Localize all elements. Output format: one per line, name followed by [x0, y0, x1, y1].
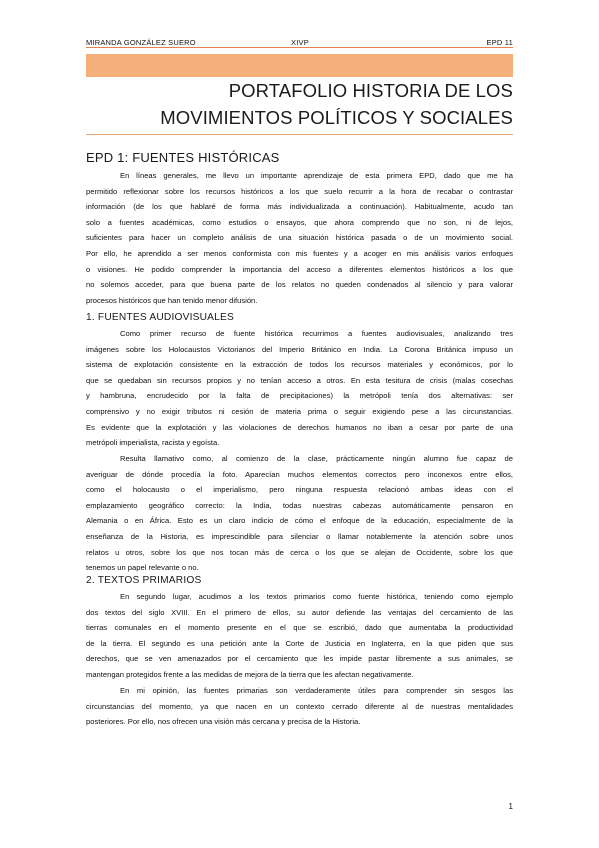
text-line: En segundo lugar, acudimos a los textos primarios como fuente histórica, teniendo como ejemplo — [120, 592, 513, 601]
text-line: permitido reflexionar sobre los recursos históricos a los que suelo recurrir a la hora de recabar o contrastar — [86, 186, 513, 196]
title-line-1: PORTAFOLIO HISTORIA DE LOS — [228, 80, 513, 101]
title-underline — [86, 134, 513, 135]
text-line: posteriores. Por ello, nos ofrecen una visión más cercana y precisa de la Historia. — [86, 717, 361, 727]
text-line: emplazamiento geográfico correcto: la India, todas nuestras cabezas automáticamente pensaron en — [86, 500, 513, 510]
heading-fuentes-audiovisuales: 1. FUENTES AUDIOVISUALES — [86, 312, 235, 323]
text-line: Alemania o en África. Esto es un claro indicio de cómo el enfoque de la educación, especialmente de la — [86, 516, 513, 526]
text-line: circunstancias del momento, ya que nacen en un contexto cerrado diferente al de nuestras mentalidades — [86, 701, 513, 711]
text-line: Es evidente que la explotación y las violaciones de derechos humanos no iban a cesar por parte de una — [86, 422, 513, 432]
text-line: que se quedaban sin recursos propios y no tenían acceso a otros. En esta tesitura de crisis (malas cosechas — [86, 375, 513, 385]
text-line: y hambruna, encrudecido por la falta de precipitaciones) la metrópoli tenía dos alternativas: ser — [86, 391, 513, 401]
text-line: procesos históricos que han tenido menor difusión. — [86, 295, 258, 305]
heading-textos-primarios: 2. TEXTOS PRIMARIOS — [86, 575, 202, 586]
text-line: relatos u otros, sobre los que nos tocan más de cerca o los que se alejan de Occidente, sobre los que — [86, 547, 513, 557]
document-title — [113, 77, 513, 131]
heading-epd1: EPD 1: FUENTES HISTÓRICAS — [86, 150, 280, 165]
audiovisual-paragraph-2 — [86, 451, 513, 576]
page-header — [86, 38, 513, 52]
text-line: derechos, que se ven amenazados por el cercamiento que les impide pastar libremente a sus animales, se — [86, 654, 513, 664]
header-group: XIVP — [291, 38, 309, 47]
text-line: información (de los que hablaré de forma más individualizada a continuación). Habitualmente, acudo tan — [86, 202, 513, 212]
text-line: Como primer recurso de fuente histórica recurrimos a fuentes audiovisuales, analizando tres — [120, 329, 513, 338]
text-line: En líneas generales, me llevo un importante aprendizaje de esta primera EPD, dado que me ha — [120, 171, 513, 180]
text-line: tierras comunales en el momento presente en el que se escribió, dado que aumentaba la productividad — [86, 623, 513, 633]
text-line: de la tierra. El segundo es una petición ante la Corte de Justicia en Inglaterra, en la que piden que sus — [86, 638, 513, 648]
title-color-band — [86, 54, 513, 77]
header-author: MIRANDA GONZÁLEZ SUERO — [86, 38, 196, 47]
text-line: suficientes para hacer un completo análisis de una situación histórica pasada o de un movimiento social. — [86, 233, 513, 243]
text-line: En mi opinión, las fuentes primarias son verdaderamente útiles para comprender sin sesgos las — [120, 686, 513, 695]
text-line: metrópoli imperialista, racista y egoísta. — [86, 438, 220, 448]
title-line-2: MOVIMIENTOS POLÍTICOS Y SOCIALES — [160, 107, 513, 128]
text-line: enseñanza de la Historia, es imprescindible para silenciar o llamar notablemente la atención sobre unos — [86, 531, 513, 541]
text-line: comprensivo y no exigir tributos ni cesión de materia prima o seguir exigiendo pese a las circunstancias. — [86, 406, 513, 416]
text-line: como el holocausto o el imperialismo, pero ninguna respuesta relacionó ambas ideas con el — [86, 485, 513, 495]
text-line: Por ello, he aprendido a ser menos conformista con mis fuentes y a acoger en mis análisis varios enfoques — [86, 248, 513, 258]
text-line: Resulta llamativo como, al comienzo de la clase, prácticamente ningún alumno fue capaz de — [120, 454, 513, 463]
text-line: averiguar de dónde procedía la foto. Aparecían muchos elementos correctos pero inconexos entre ellos, — [86, 469, 513, 479]
text-line: sistema de explotación consistente en la extracción de todos los recursos materiales y económicos, por lo — [86, 360, 513, 370]
audiovisual-paragraph-1 — [86, 326, 513, 451]
primary-texts-paragraph-2 — [86, 683, 513, 730]
primary-texts-paragraph-1 — [86, 589, 513, 683]
text-line: dos textos del siglo XVIII. En el primero de ellos, su autor defiende las ventajas del cercamiento de las — [86, 607, 513, 617]
header-rule — [86, 47, 513, 48]
header-section: EPD 11 — [486, 38, 513, 47]
text-line: solo a fuentes académicas, como estudios o ensayos, que ahora comprendo que no son, ni de lejos, — [86, 217, 513, 227]
page-number: 1 — [508, 802, 513, 811]
text-line: imágenes sobre los Holocaustos Victorianos del Imperio Británico en India. La Corona Británica impuso un — [86, 344, 513, 354]
intro-paragraph — [86, 168, 513, 308]
text-line: o visiones. He podido comprender la importancia del acceso a diferentes elementos históricos a los que — [86, 264, 513, 274]
text-line: tenemos un papel relevante o no. — [86, 563, 199, 573]
text-line: mantengan protegidos frente a las medidas de mejora de la tierra que les afectan negativamente. — [86, 669, 414, 679]
text-line: no solemos acceder, para que buena parte de los relatos no queden condenados al silencio y para valorar — [86, 280, 513, 290]
